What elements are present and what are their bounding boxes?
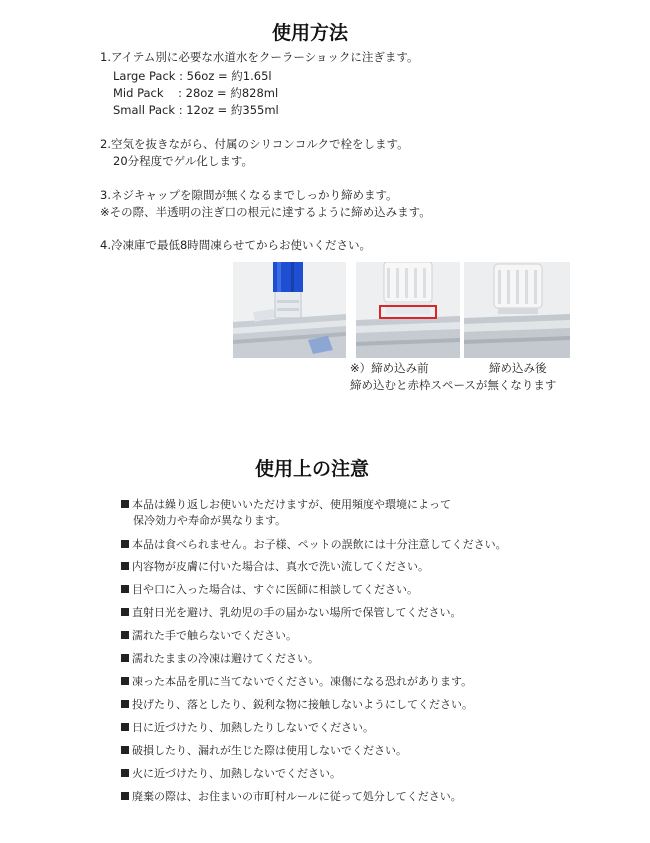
caution-item: 本品は繰り返しお使いいただけますが、使用頻度や環境によって bbox=[121, 497, 451, 513]
caution-item: 濡れた手で触らないでください。 bbox=[121, 628, 297, 644]
usage-step-3: 3.ネジキャップを隙間が無くなるまでしっかり締めます。 bbox=[100, 188, 398, 202]
caution-item: 本品は食べられません。お子様、ペットの誤飲には十分注意してください。 bbox=[121, 537, 507, 553]
photo-after-tightening bbox=[464, 262, 570, 358]
caution-item: 破損したり、漏れが生じた際は使用しないでください。 bbox=[121, 743, 407, 759]
bullet-square-icon bbox=[121, 608, 129, 616]
caution-item: 目や口に入った場合は、すぐに医師に相談してください。 bbox=[121, 582, 418, 598]
caution-item: 濡れたままの冷凍は避けてください。 bbox=[121, 651, 319, 667]
photo-blue-cap bbox=[233, 262, 346, 358]
caution-item: 投げたり、落としたり、鋭利な物に接触しないようにしてください。 bbox=[121, 697, 473, 713]
caution-item: 火に近づけたり、加熱しないでください。 bbox=[121, 766, 341, 782]
pack-small: Small Pack : 12oz = 約355ml bbox=[113, 103, 279, 117]
usage-step-2-note: 20分程度でゲル化します。 bbox=[113, 154, 253, 168]
caption-note: 締め込むと赤枠スペースが無くなります bbox=[350, 378, 557, 392]
bullet-square-icon bbox=[121, 792, 129, 800]
bullet-square-icon bbox=[121, 631, 129, 639]
bullet-square-icon bbox=[121, 677, 129, 685]
pack-mid: Mid Pack : 28oz = 約828ml bbox=[113, 86, 279, 100]
caution-item-continuation: 保冷効力や寿命が異なります。 bbox=[133, 514, 287, 527]
bullet-square-icon bbox=[121, 654, 129, 662]
bullet-square-icon bbox=[121, 700, 129, 708]
caution-item: 廃棄の際は、お住まいの市町村ルールに従って処分してください。 bbox=[121, 789, 462, 805]
bullet-square-icon bbox=[121, 562, 129, 570]
caution-item: 凍った本品を肌に当てないでください。凍傷になる恐れがあります。 bbox=[121, 674, 472, 690]
pack-large: Large Pack : 56oz = 約1.65l bbox=[113, 69, 272, 83]
caption-after: 締め込み後 bbox=[489, 361, 547, 375]
usage-step-1: 1.アイテム別に必要な水道水をクーラーショックに注ぎます。 bbox=[100, 50, 419, 64]
usage-step-4: 4.冷凍庫で最低8時間凍らせてからお使いください。 bbox=[100, 238, 371, 252]
caution-item: 日に近づけたり、加熱したりしないでください。 bbox=[121, 720, 374, 736]
caption-before: ※）締め込み前 bbox=[350, 361, 429, 375]
bullet-square-icon bbox=[121, 746, 129, 754]
usage-step-3-note: ※その際、半透明の注ぎ口の根元に達するように締め込みます。 bbox=[100, 205, 431, 219]
bullet-square-icon bbox=[121, 585, 129, 593]
usage-step-2: 2.空気を抜きながら、付属のシリコンコルクで栓をします。 bbox=[100, 137, 409, 151]
bullet-square-icon bbox=[121, 540, 129, 548]
caution-item: 内容物が皮膚に付いた場合は、真水で洗い流してください。 bbox=[121, 559, 429, 575]
bullet-square-icon bbox=[121, 500, 129, 508]
bullet-square-icon bbox=[121, 769, 129, 777]
usage-title: 使用方法 bbox=[272, 22, 349, 44]
caution-item: 直射日光を避け、乳幼児の手の届かない場所で保管してください。 bbox=[121, 605, 462, 621]
cautions-title: 使用上の注意 bbox=[255, 458, 370, 480]
bullet-square-icon bbox=[121, 723, 129, 731]
photo-before-tightening bbox=[356, 262, 460, 358]
